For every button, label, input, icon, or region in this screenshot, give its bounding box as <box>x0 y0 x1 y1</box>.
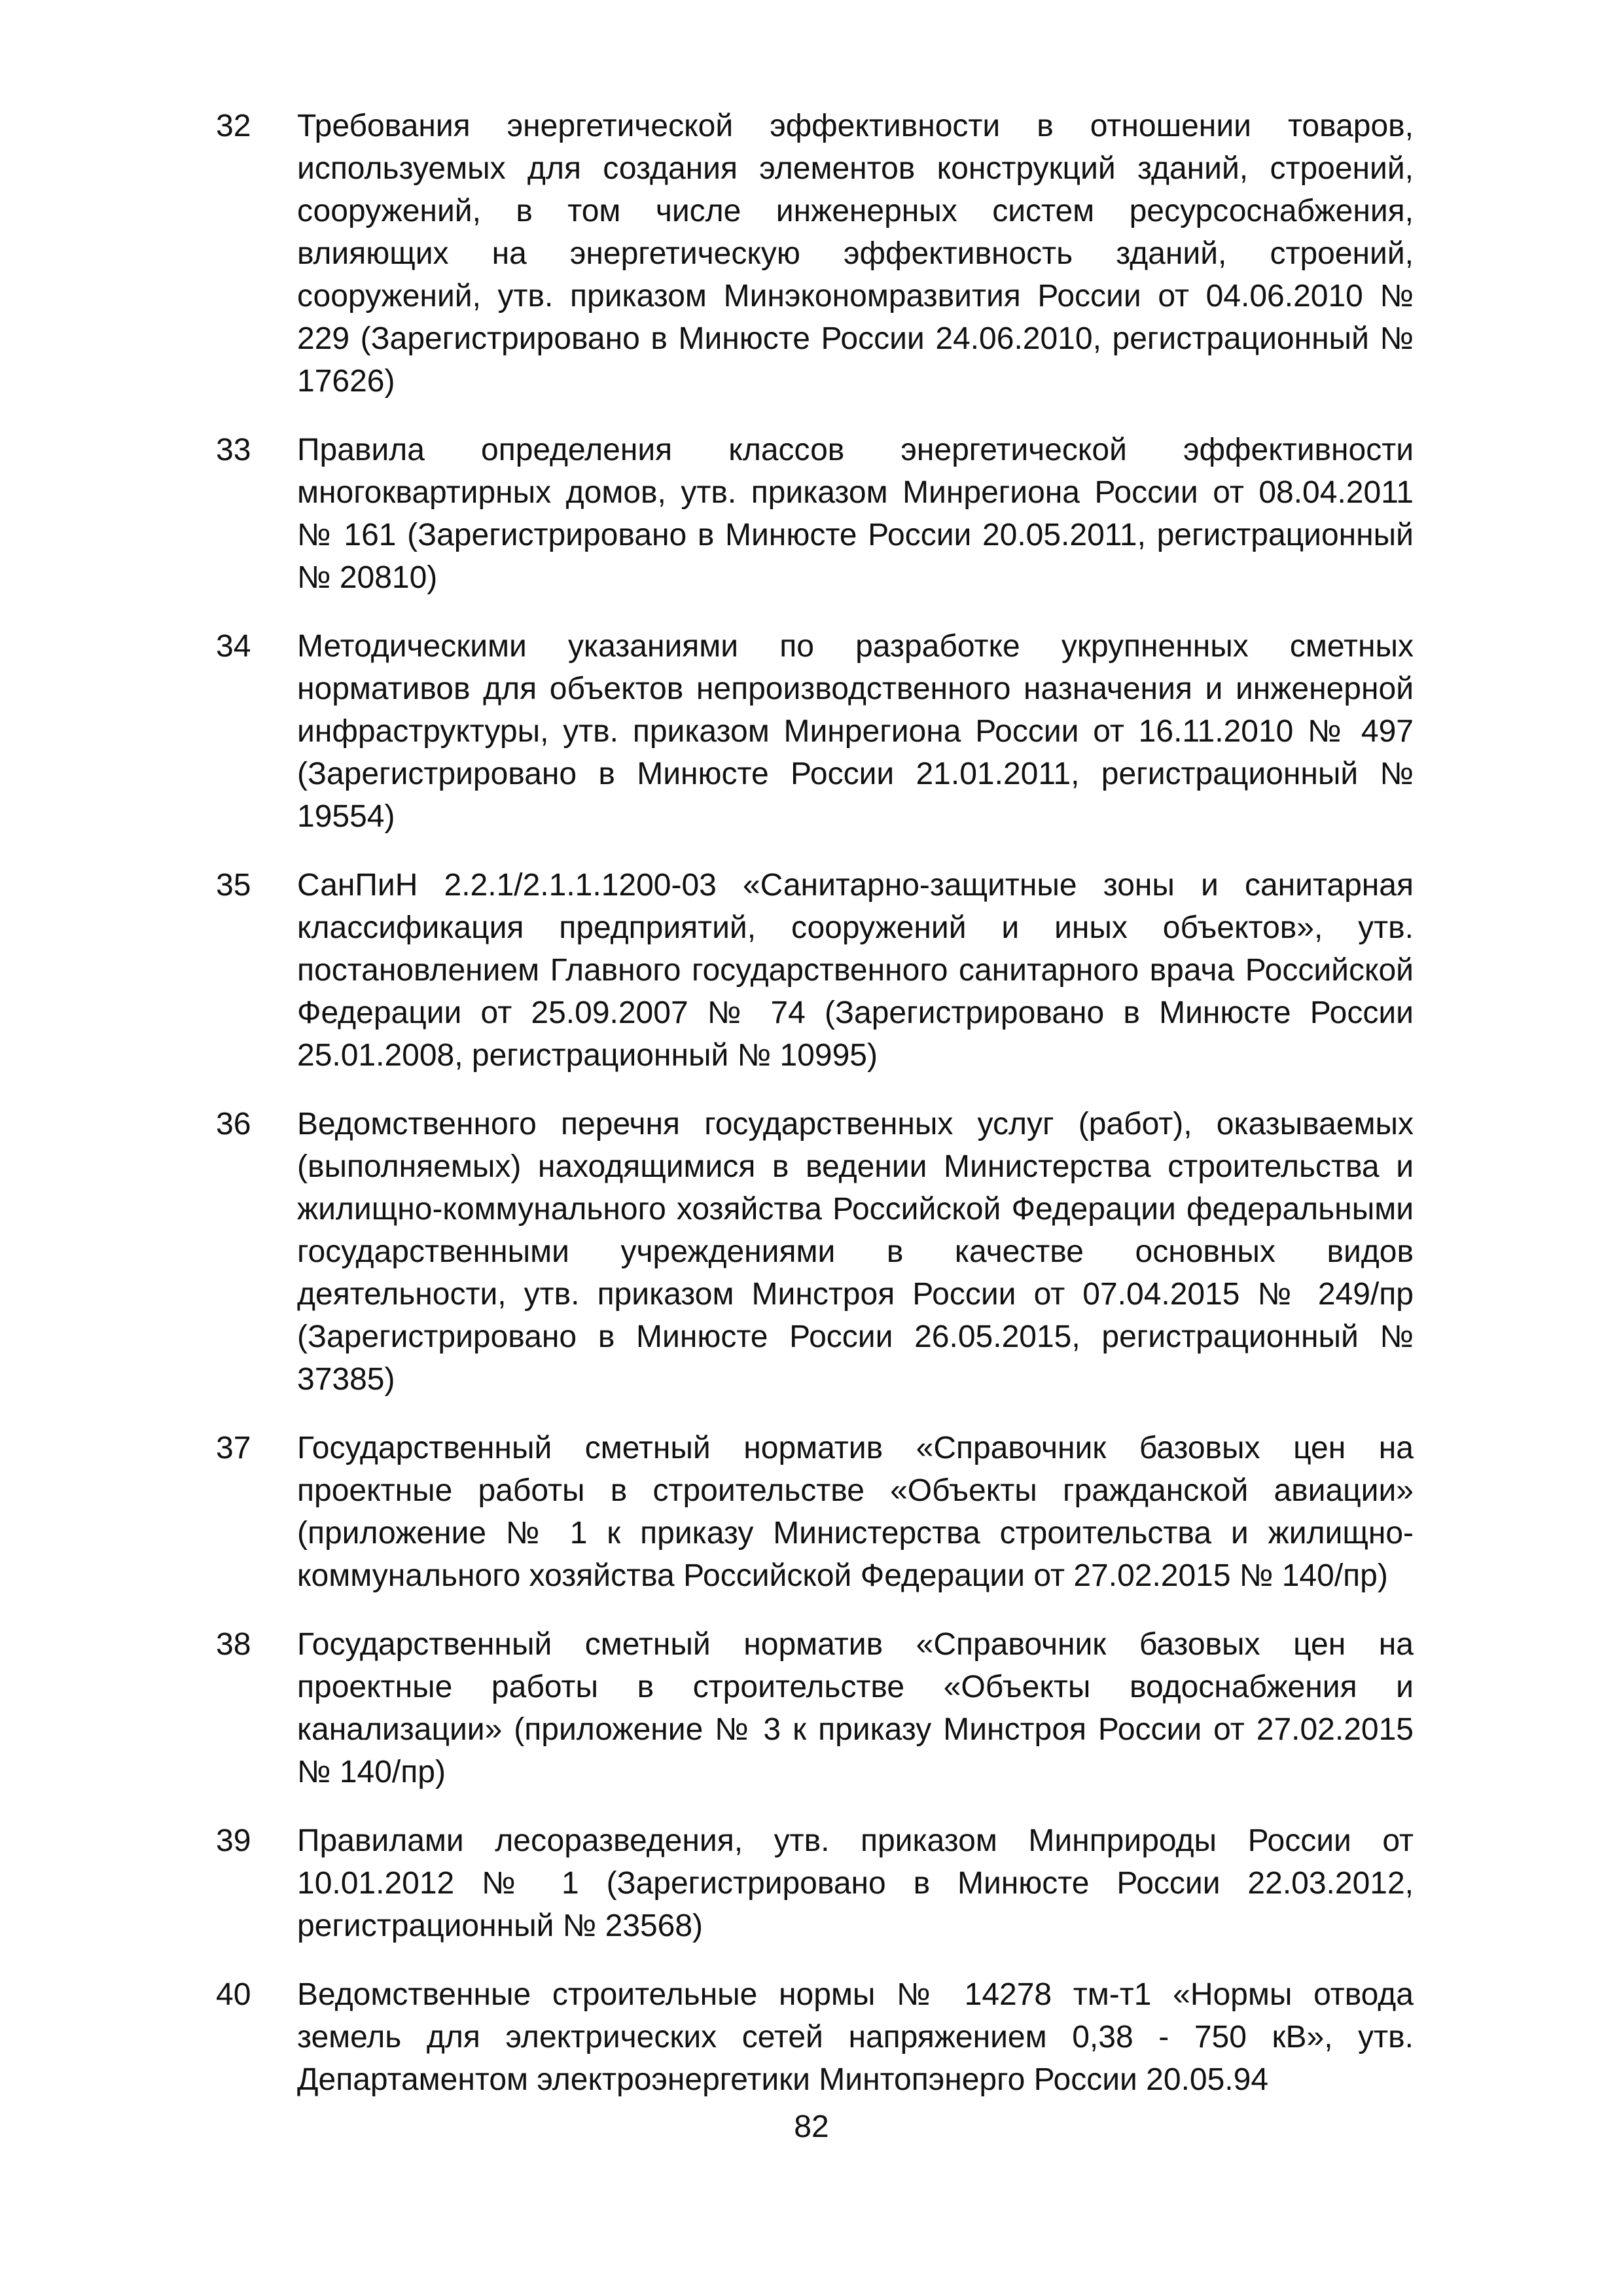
item-number: 32 <box>216 109 251 143</box>
list-item <box>216 864 1414 1077</box>
list-item <box>216 429 1414 599</box>
page-number: 82 <box>794 2109 829 2144</box>
item-text: Государственный сметный норматив «Справочник базовых цен на проектные работы в строительстве «Объекты гражданской авиации» (приложение № 1 к приказу Министерства строительства и жилищно-коммунального хозяйства Российской Федерации от 27.02.2015 № 140/пр) <box>297 1431 1414 1593</box>
list-item <box>216 1820 1414 1947</box>
item-number: 34 <box>216 629 251 664</box>
item-text: Правилами лесоразведения, утв. приказом Минприроды России от 10.01.2012 № 1 (Зарегистрировано в Минюсте России 22.03.2012, регистрационный № 23568) <box>297 1823 1414 1943</box>
item-number: 39 <box>216 1823 251 1858</box>
list-item <box>216 1427 1414 1597</box>
item-number: 35 <box>216 868 251 903</box>
item-number: 36 <box>216 1107 251 1141</box>
item-text: Методическими указаниями по разработке укрупненных сметных нормативов для объектов непроизводственного назначения и инженерной инфраструктуры, утв. приказом Минрегиона России от 16.11.2010 № 497 (Зарегистрировано в Минюсте России 21.01.2011, регистрационный № 19554) <box>297 629 1414 834</box>
item-text: Требования энергетической эффективности в отношении товаров, используемых для создания элементов конструкций зданий, строений, сооружений, в том числе инженерных систем ресурсоснабжения, влияющих на энергетическую эффективность зданий, строений, сооружений, утв. приказом Минэкономразвития России от 04.06.2010 № 229 (Зарегистрировано в Минюсте России 24.06.2010, регистрационный № 17626) <box>297 109 1414 399</box>
list-item <box>216 105 1414 403</box>
item-text: Правила определения классов энергетической эффективности многоквартирных домов, утв. приказом Минрегиона России от 08.04.2011 № 161 (Зарегистрировано в Минюсте России 20.05.2011, регистрационный № 20810) <box>297 433 1414 595</box>
list-item <box>216 625 1414 838</box>
item-text: СанПиН 2.2.1/2.1.1.1200-03 «Санитарно-защитные зоны и санитарная классификация предприятий, сооружений и иных объектов», утв. постановлением Главного государственного санитарного врача Российской Федерации от 25.09.2007 № 74 (Зарегистрировано в Минюсте России 25.01.2008, регистрационный № 10995) <box>297 868 1414 1073</box>
item-text: Ведомственного перечня государственных услуг (работ), оказываемых (выполняемых) находящимися в ведении Министерства строительства и жилищно-коммунального хозяйства Российской Федерации федеральными государственными учреждениями в качестве основных видов деятельности, утв. приказом Минстроя России от 07.04.2015 № 249/пр (Зарегистрировано в Минюсте России 26.05.2015, регистрационный № 37385) <box>297 1107 1414 1397</box>
item-number: 37 <box>216 1431 251 1465</box>
item-text: Государственный сметный норматив «Справочник базовых цен на проектные работы в строительстве «Объекты водоснабжения и канализации» (приложение № 3 к приказу Минстроя России от 27.02.2015 № 140/пр) <box>297 1627 1414 1789</box>
list-item <box>216 1973 1414 2101</box>
item-text: Ведомственные строительные нормы № 14278 тм-т1 «Нормы отвода земель для электрических сетей напряжением 0,38 - 750 кВ», утв. Департаментом электроэнергетики Минтопэнерго России 20.05.94 <box>297 1977 1414 2097</box>
item-number: 33 <box>216 433 251 467</box>
list-item <box>216 1103 1414 1401</box>
reference-list <box>216 105 1414 2127</box>
item-number: 38 <box>216 1627 251 1662</box>
item-number: 40 <box>216 1977 251 2012</box>
list-item <box>216 1623 1414 1793</box>
